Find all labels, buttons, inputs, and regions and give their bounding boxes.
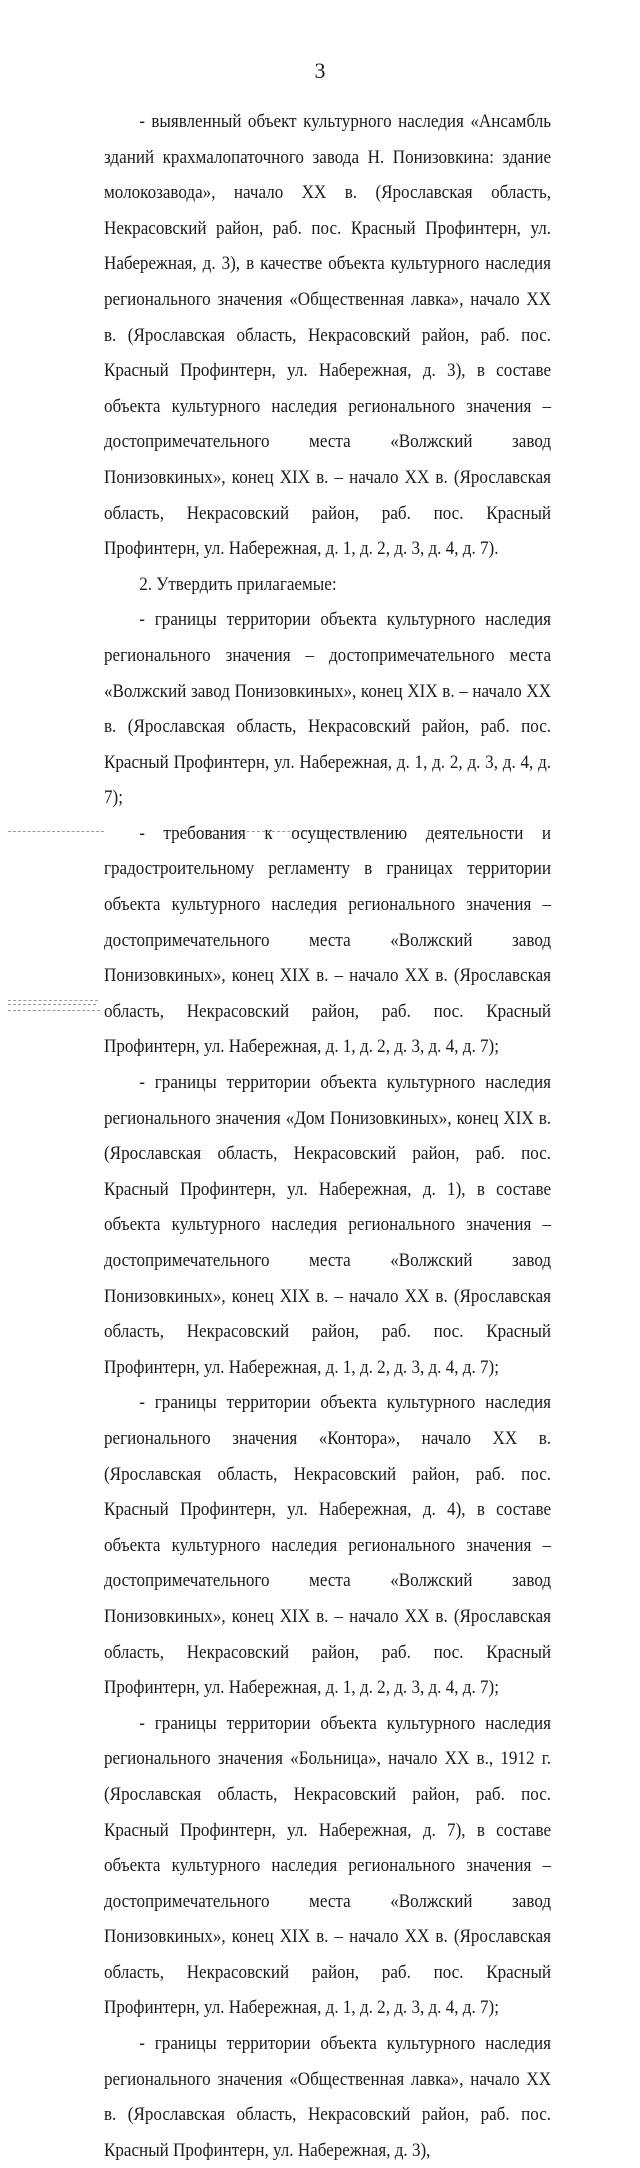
paragraph-approve-heading: 2. Утвердить прилагаемые: — [139, 573, 337, 595]
scan-artifact-line — [8, 1000, 98, 1001]
paragraph-identified-object: - выявленный объект культурного наследия «Ансамбль зданий крахмалопаточного завода Н. Понизовкина: здание молокозавода», начало XX в. (Ярославская область, Некрасовский район, раб. пос. Красный Профинтерн, ул. Набережная, д. 3), в качестве объекта культурного наследия регионального значения «Общественная лавка», начало XX в. (Ярославская область, Некрасовский район, раб. пос. Красный Профинтерн, ул. Набережная, д. 3), в составе объекта культурного наследия регионального значения – достопримечательного места «Волжский завод Понизовкиных», конец XIX в. – начало XX в. (Ярославская область, Некрасовский район, раб. пос. Красный Профинтерн, ул. Набережная, д. 1, д. 2, д. 3, д. 4, д. 7). — [104, 111, 552, 560]
paragraph-boundaries-bolnitsa: - границы территории объекта культурного наследия регионального значения «Больница», начало XX в., 1912 г. (Ярославская область, Некрасовский район, раб. пос. Красный Профинтерн, ул. Набережная, д. 7), в составе объекта культурного наследия регионального значения – достопримечательного места «Волжский завод Понизовкиных», конец XIX в. – начало XX в. (Ярославская область, Некрасовский район, раб. пос. Красный Профинтерн, ул. Набережная, д. 1, д. 2, д. 3, д. 4, д. 7); — [104, 1712, 552, 2019]
paragraph-boundaries-landmark: - границы территории объекта культурного наследия регионального значения – достопримечательного места «Волжский завод Понизовкиных», конец XIX в. – начало XX в. (Ярославская область, Некрасовский район, раб. пос. Красный Профинтерн, ул. Набережная, д. 1, д. 2, д. 3, д. 4, д. 7); — [104, 609, 552, 809]
scan-artifact-line — [8, 831, 104, 832]
scan-artifact-line — [8, 1010, 100, 1011]
paragraph-boundaries-obshchestvennaya-lavka: - границы территории объекта культурного наследия регионального значения «Общественная лавка», начало XX в. (Ярославская область, Некрасовский район, раб. пос. Красный Профинтерн, ул. Набережная, д. 3), — [104, 2033, 552, 2161]
document-body — [104, 104, 551, 2168]
paragraph-boundaries-dom-ponizovkinyh: - границы территории объекта культурного наследия регионального значения «Дом Понизовкиных», конец XIX в. (Ярославская область, Некрасовский район, раб. пос. Красный Профинтерн, ул. Набережная, д. 1), в составе объекта культурного наследия регионального значения – достопримечательного места «Волжский завод Понизовкиных», конец XIX в. – начало XX в. (Ярославская область, Некрасовский район, раб. пос. Красный Профинтерн, ул. Набережная, д. 1, д. 2, д. 3, д. 4, д. 7); — [104, 1072, 552, 1378]
scan-artifact-line — [8, 1004, 96, 1005]
paragraph-requirements-regulations: - требования к осуществлению деятельности и градостроительному регламенту в границах территории объекта культурного наследия регионального значения – достопримечательного места «Волжский завод Понизовкиных», конец XIX в. – начало XX в. (Ярославская область, Некрасовский район, раб. пос. Красный Профинтерн, ул. Набережная, д. 1, д. 2, д. 3, д. 4, д. 7); — [104, 822, 552, 1058]
page-number: 3 — [314, 58, 326, 83]
paragraph-boundaries-kontora: - границы территории объекта культурного наследия регионального значения «Контора», начало XX в. (Ярославская область, Некрасовский район, раб. пос. Красный Профинтерн, ул. Набережная, д. 4), в составе объекта культурного наследия регионального значения – достопримечательного места «Волжский завод Понизовкиных», конец XIX в. – начало XX в. (Ярославская область, Некрасовский район, раб. пос. Красный Профинтерн, ул. Набережная, д. 1, д. 2, д. 3, д. 4, д. 7); — [104, 1392, 552, 1699]
